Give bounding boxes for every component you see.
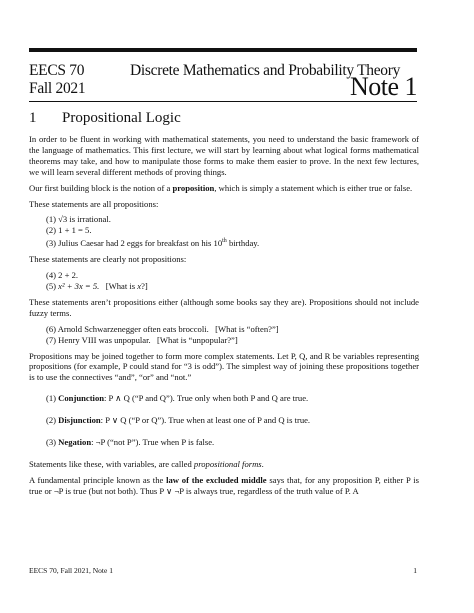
course-code: EECS 70 [29, 62, 85, 79]
list-item: (1) √3 is irrational. [46, 214, 111, 225]
intro-paragraph: In order to be fluent in working with mathematical statements, you need to understand the basic framework of the language of mathematics. This first lecture, we will start by learning about what logical forms mathematical theorems may take, and how to manipulate those forms to make them easier to prove. In the next few lectures, we will learn several different methods of proving things. [29, 134, 419, 177]
propositional-forms-paragraph: Statements like these, with variables, are called propositional forms. [29, 458, 264, 469]
negation-definition: (3) Negation: ¬P (“not P”). True when P is false. [46, 437, 215, 448]
list-item: (2) 1 + 1 = 5. [46, 225, 92, 236]
proposition-definition-paragraph: Our first building block is the notion of a proposition, which is simply a statement which is either true or false. [29, 182, 413, 193]
header-bottom-rule [29, 101, 417, 102]
footer-label: EECS 70, Fall 2021, Note 1 [29, 566, 113, 575]
connectives-paragraph: Propositions may be joined together to form more complex statements. Let P, Q, and R be variables representing propositions (for example, P could stand for “3 is odd”). The simplest way of joining these propositions together is to use the connectives “and”, “or” and “not.” [29, 350, 419, 383]
list-item: (3) Julius Caesar had 2 eggs for breakfast on his 10th birthday. [46, 238, 260, 249]
proposition-term: proposition [172, 182, 215, 193]
body-text [29, 134, 419, 502]
section-title: Propositional Logic [62, 110, 181, 126]
excluded-middle-paragraph: A fundamental principle known as the law of the excluded middle says that, for any proposition P, either P is true or ¬P is true (but not both). Thus P ∨ ¬P is always true, regardless of the truth value of P. A [29, 474, 419, 496]
fuzzy-terms-paragraph: These statements aren’t propositions either (although some books say they are). Propositions should not include fuzzy terms. [29, 296, 419, 318]
list-item: (6) Arnold Schwarzenegger often eats broccoli. [What is “often?”] [46, 323, 279, 334]
section-number: 1 [29, 110, 37, 126]
excluded-middle-term: law of the excluded middle [166, 474, 267, 485]
non-propositions-intro: These statements are clearly not propositions: [29, 254, 187, 265]
conjunction-definition: (1) Conjunction: P ∧ Q (“P and Q”). True only when both P and Q are true. [46, 393, 309, 404]
course-title: Discrete Mathematics and Probability Theory [130, 62, 401, 79]
page-number: 1 [413, 566, 417, 575]
list-item: (7) Henry VIII was unpopular. [What is “unpopular?”] [46, 334, 238, 345]
section-heading [29, 110, 181, 127]
propositions-intro: These statements are all propositions: [29, 198, 159, 209]
propositions-list [46, 214, 419, 249]
fuzzy-list [46, 324, 419, 346]
term: Fall 2021 [29, 80, 86, 97]
disjunction-definition: (2) Disjunction: P ∨ Q (“P or Q”). True when at least one of P and Q is true. [46, 415, 311, 426]
list-item: (5) x² + 3x = 5. [What is x?] [46, 280, 148, 291]
header-top-rule [29, 48, 417, 52]
list-item: (4) 2 + 2. [46, 270, 79, 281]
propositional-forms-term: propositional forms [193, 458, 262, 469]
note-number: Note 1 [349, 72, 417, 101]
non-propositions-list [46, 270, 419, 292]
